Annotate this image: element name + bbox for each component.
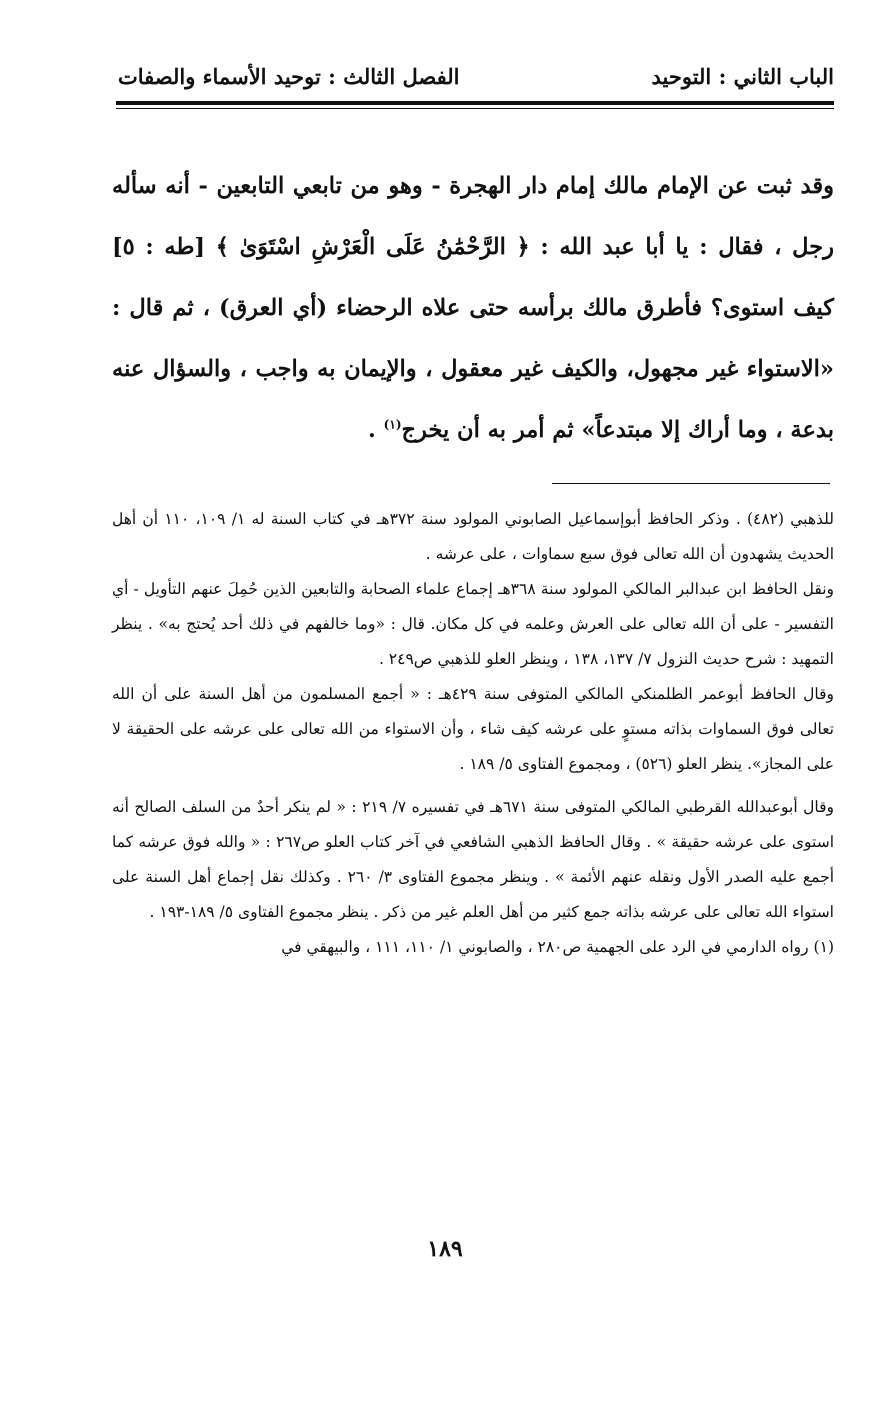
header-section-title: الفصل الثالث : توحيد الأسماء والصفات <box>118 63 460 89</box>
main-text-end: . <box>368 417 384 443</box>
running-header <box>118 58 834 94</box>
footnote-paragraph-5: (١) رواه الدارمي في الرد على الجهمية ص٢٨٠ ، والصابوني ١/ ١١٠، ١١١ ، والبيهقي في <box>281 938 834 956</box>
main-text <box>112 156 834 461</box>
footnote-paragraph-3: وقال الحافظ أبوعمر الطلمنكي المالكي المتوفى سنة ٤٢٩هـ : « أجمع المسلمون من أهل السنة على أن الله تعالى فوق السماوات بذاته مستوٍ على عرشه كيف شاء ، وأن الاستواء من الله تعالى على عرشه على الحقيقة لا على المجاز». ينظر العلو (٥٢٦) ، ومجموع الفتاوى ٥/ ١٨٩ . <box>112 685 834 773</box>
footnote-paragraph-1: للذهبي (٤٨٢) . وذكر الحافظ أبوإسماعيل الصابوني المولود سنة ٣٧٢هـ في كتاب السنة له ١/ ١٠٩، ١١٠ أن أهل الحديث يشهدون أن الله تعالى فوق سبع سماوات ، على عرشه . <box>112 510 835 563</box>
footnote-paragraph-2: ونقل الحافظ ابن عبدالبر المالكي المولود سنة ٣٦٨هـ إجماع علماء الصحابة والتابعين الذين حُمِلَ عنهم التأويل - أي التفسير - على أن الله تعالى على العرش وعلمه في كل مكان. قال : «وما خالفهم في ذلك أحد يُحتج به» . ينظر التمهيد : شرح حديث النزول ٧/ ١٣٧، ١٣٨ ، وينظر العلو للذهبي ص٢٤٩ . <box>112 580 834 668</box>
main-text-part-1: وقد ثبت عن الإمام مالك إمام دار الهجرة - وهو من تابعي التابعين - أنه سأله رجل ، فقال : يا أبا عبد الله : <box>112 173 834 260</box>
footnote-separator <box>552 483 830 484</box>
quran-verse: ﴿ الرَّحْمَٰنُ عَلَى الْعَرْشِ اسْتَوَىٰ ﴾ <box>215 234 530 260</box>
footnote-paragraph-4: وقال أبوعبدالله القرطبي المالكي المتوفى سنة ٦٧١هـ في تفسيره ٧/ ٢١٩ : « لم ينكر أحدٌ من السلف الصالح أنه استوى على عرشه حقيقة » . وقال الحافظ الذهبي الشافعي في آخر كتاب العلو ص٢٦٧ : « والله فوق عرشه كما أجمع عليه الصدر الأول ونقله عنهم الأئمة » . وينظر مجموع الفتاوى ٣/ ٢٦٠ . وكذلك نقل إجماع أهل السنة على استواء الله تعالى على عرشه بذاته جمع كثير من أهل العلم غير من ذكر . ينظر مجموع الفتاوى ٥/ ١٨٩-١٩٣ . <box>112 798 835 921</box>
header-rule-thin <box>116 108 834 109</box>
header-chapter-title: الباب الثاني : التوحيد <box>651 63 834 89</box>
page-number: ١٨٩ <box>427 1236 463 1262</box>
footnote-reference: (١) <box>383 417 402 432</box>
header-rule-thick <box>116 101 834 105</box>
main-text-part-2: [طه : ٥] كيف استوى؟ فأطرق مالك برأسه حتى علاه الرحضاء (أي العرق) ، ثم قال : «الاستواء غير مجهول، والكيف غير معقول ، والإيمان به واجب ، والسؤال عنه بدعة ، وما أراك إلا مبتدعاً» ثم أمر به أن يخرج <box>112 234 834 443</box>
main-paragraph <box>112 156 834 461</box>
footnotes <box>112 502 834 965</box>
